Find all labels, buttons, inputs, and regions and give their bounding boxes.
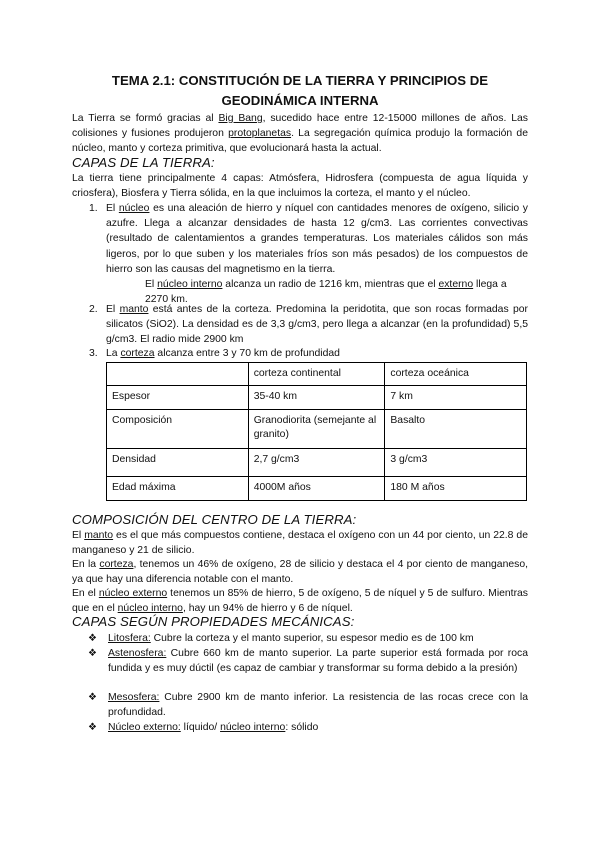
text: Cubre la corteza y el manto superior, su espesor medio es de 100 km	[150, 633, 474, 644]
text: El	[145, 279, 158, 290]
text: líquido/	[180, 722, 221, 733]
bullet-astenosfera	[88, 646, 528, 676]
corteza-table	[106, 362, 527, 501]
table-cell: Edad máxima	[107, 477, 249, 501]
capas-intro: La tierra tiene principalmente 4 capas: Atmósfera, Hidrosfera (compuesta de agua líquida y criosfera), Biosfera y Tierra sólida, en la que incluimos la corteza, el manto y el núcleo.	[72, 173, 528, 200]
underlined-term: protoplanetas	[228, 128, 292, 140]
table-cell: Composición	[107, 410, 249, 449]
table-row	[107, 477, 527, 501]
table-cell: 180 M años	[385, 477, 527, 501]
underlined-term: Litosfera:	[108, 633, 151, 644]
text: , sucedido hace entre 12-15000 millones de años. Las colisiones y fusiones produjeron	[72, 113, 529, 140]
text: El	[106, 203, 119, 214]
text: alcanza entre 3 y 70 km de profundidad	[154, 348, 340, 359]
underlined-term: Astenosfera:	[108, 648, 167, 659]
table-cell: 35-40 km	[248, 386, 385, 410]
section-heading-capas: CAPAS DE LA TIERRA:	[72, 155, 215, 170]
section-heading-composicion: COMPOSICIÓN DEL CENTRO DE LA TIERRA:	[72, 512, 357, 527]
text: Cubre 660 km de manto superior. La parte superior está formada por roca fundida y es muy dúctil (es capaz de cambiar y transformar su forma debido a la presión)	[108, 648, 528, 675]
text: La Tierra se formó gracias al	[72, 113, 219, 124]
title-line-1: TEMA 2.1: CONSTITUCIÓN DE LA TIERRA Y PRINCIPIOS DE	[111, 73, 489, 88]
bullet-litosfera	[88, 631, 528, 646]
text: es el que más compuestos contiene, destaca el oxígeno con un 44 por ciento, un 22.8 de manganeso y 21 de silicio.	[72, 530, 528, 557]
underlined-term: núcleo	[118, 203, 150, 214]
underlined-term: núcleo interno	[157, 279, 223, 290]
underlined-term: manto	[119, 304, 149, 315]
underlined-term: externo	[438, 279, 474, 290]
table-cell: 4000M años	[248, 477, 385, 501]
bullet-diamond-icon: ❖	[88, 722, 97, 733]
title-line-2: GEODINÁMICA INTERNA	[221, 93, 379, 108]
text: es una aleación de hierro y níquel con cantidades menores de oxígeno, silicio y azufre. Llega a alcanzar densidades de hasta 12 g/cm3. Las corrientes convectivas (resultado de calentamientos a grandes temperaturas. Los materiales cálidos son más ligeros, por lo que suben y los materiales fríos son más pesados) de los compuestos de hierro son las causas del magnetismo en la tierra.	[106, 203, 528, 275]
composicion-corteza	[72, 557, 528, 587]
list-item-nucleo	[89, 201, 528, 277]
table-header-row	[107, 363, 527, 386]
table-cell: Densidad	[107, 449, 249, 477]
list-number: 1.	[89, 203, 98, 214]
table-cell: 2,7 g/cm3	[248, 449, 385, 477]
underlined-term: núcleo externo	[98, 588, 168, 599]
list-item-manto	[89, 302, 528, 348]
text: El	[106, 304, 120, 315]
list-number: 3.	[89, 348, 98, 359]
text: En la	[72, 559, 100, 570]
table-row	[107, 449, 527, 477]
underlined-term: manto	[84, 530, 114, 541]
bullet-nucleo	[88, 720, 528, 735]
table-row	[107, 386, 527, 410]
text: tenemos un 85% de hierro, 5 de oxígeno, 5 de níquel y 5 de sulfuro. Mientras que en el	[72, 588, 529, 615]
table-cell: Espesor	[107, 386, 249, 410]
bullet-mesosfera	[88, 690, 528, 720]
underlined-term: Núcleo externo:	[108, 722, 181, 733]
text: : sólido	[285, 722, 319, 733]
list-item-corteza	[89, 346, 528, 361]
table-cell: Basalto	[385, 410, 527, 449]
bullet-diamond-icon: ❖	[88, 692, 97, 703]
underlined-term: núcleo interno	[220, 722, 286, 733]
table-cell: 3 g/cm3	[385, 449, 527, 477]
text: En el	[72, 588, 99, 599]
text: , hay un 94% de hierro y 6 de níquel.	[182, 603, 353, 615]
composicion-manto	[72, 528, 528, 558]
list-number: 2.	[89, 304, 98, 315]
underlined-term: corteza	[99, 559, 134, 570]
text: alcanza un radio de 1216 km, mientras que el	[222, 279, 439, 290]
table-row	[107, 410, 527, 449]
bullet-diamond-icon: ❖	[88, 633, 97, 644]
section-heading-mecanicas: CAPAS SEGÚN PROPIEDADES MECÁNICAS:	[72, 614, 355, 629]
table-header-cell: corteza oceánica	[385, 363, 527, 386]
text: llega a 2270 km.	[145, 279, 507, 306]
table-header-cell: corteza continental	[248, 363, 385, 386]
composicion-nucleo	[72, 586, 528, 616]
underlined-term: corteza	[120, 348, 155, 359]
underlined-term: núcleo interno	[117, 603, 183, 615]
intro-paragraph	[72, 111, 528, 157]
text: , tenemos un 46% de oxígeno, 28 de silicio y destaca el 4 por ciento de manganeso, ya que hay una diferencia notable con el manto.	[72, 559, 528, 586]
underlined-term: Mesosfera:	[108, 692, 160, 703]
underlined-term: Big Bang	[218, 113, 263, 124]
page-title	[72, 71, 528, 111]
text: El	[72, 530, 85, 541]
bullet-diamond-icon: ❖	[88, 648, 97, 659]
table-header-cell	[107, 363, 249, 386]
text: Cubre 2900 km de manto inferior. La resistencia de las rocas crece con la profundidad.	[108, 692, 528, 719]
text: La	[106, 348, 121, 359]
text: . La segregación química produjo la formación de núcleo, manto y corteza primitiva, que evolucionará hasta la actual.	[72, 128, 528, 155]
table-cell: 7 km	[385, 386, 527, 410]
table-cell: Granodiorita (semejante al granito)	[248, 410, 385, 449]
text: está antes de la corteza. Predomina la peridotita, que son rocas formadas por silicatos (SiO2). La densidad es de 3,3 g/cm3, pero llega a alcanzar (en la profundidad) 5,5 g/cm3. El radio mide 2900 km	[106, 304, 528, 346]
